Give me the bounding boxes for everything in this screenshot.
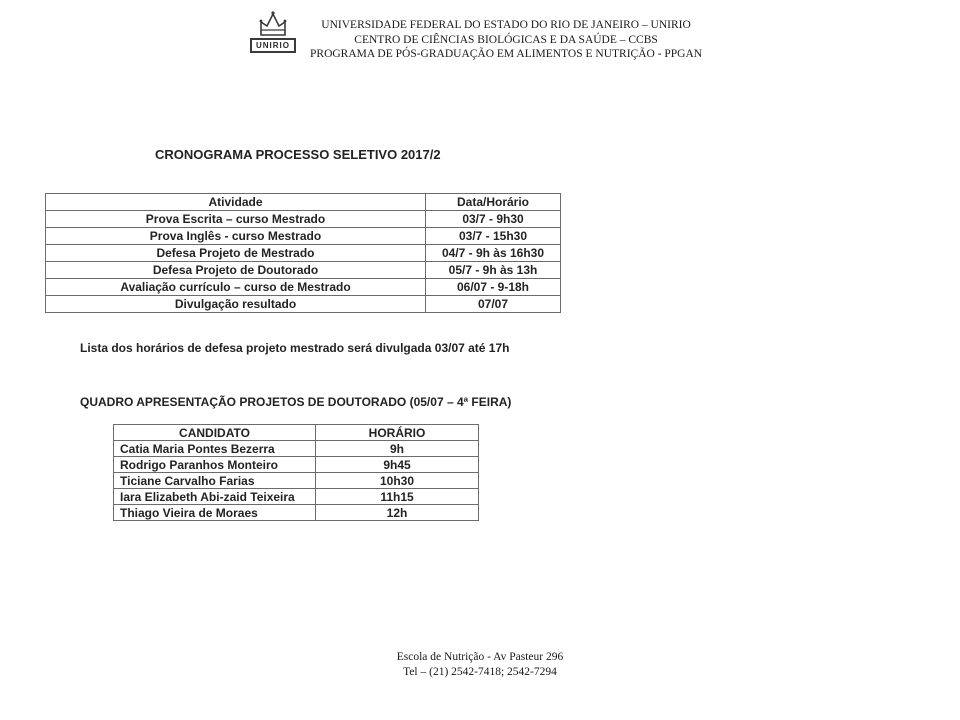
table-row	[114, 457, 479, 473]
table-row	[114, 505, 479, 521]
table-cell: Ticiane Carvalho Farias	[114, 473, 316, 489]
crown-icon	[253, 10, 293, 37]
table-header-row	[114, 425, 479, 441]
table-cell: Defesa Projeto de Mestrado	[46, 245, 426, 262]
column-header-candidato: CANDIDATO	[114, 425, 316, 441]
table-cell: Iara Elizabeth Abi-zaid Teixeira	[114, 489, 316, 505]
column-header-horario: HORÁRIO	[316, 425, 479, 441]
institution-line-center: CENTRO DE CIÊNCIAS BIOLÓGICAS E DA SAÚDE – CCBS	[354, 33, 658, 46]
table-row	[46, 262, 561, 279]
table-row	[114, 489, 479, 505]
table-row	[46, 228, 561, 245]
table-cell: Divulgação resultado	[46, 296, 426, 313]
column-header-atividade: Atividade	[46, 194, 426, 211]
institution-header	[310, 10, 702, 62]
table-row	[114, 473, 479, 489]
table-cell: Thiago Vieira de Moraes	[114, 505, 316, 521]
table-row	[46, 245, 561, 262]
table-cell: 04/7 - 9h às 16h30	[426, 245, 561, 262]
candidates-table	[113, 424, 479, 521]
table-cell: Prova Inglês - curso Mestrado	[46, 228, 426, 245]
table-cell: 9h	[316, 441, 479, 457]
table-cell: Avaliação currículo – curso de Mestrado	[46, 279, 426, 296]
document-header	[246, 10, 702, 62]
table-cell: 11h15	[316, 489, 479, 505]
table-cell: 03/7 - 9h30	[426, 211, 561, 228]
table-row	[114, 441, 479, 457]
table-row	[46, 279, 561, 296]
table-cell: 07/07	[426, 296, 561, 313]
table-cell: 03/7 - 15h30	[426, 228, 561, 245]
table-cell: Catia Maria Pontes Bezerra	[114, 441, 316, 457]
schedule-table-body	[46, 211, 561, 313]
table-cell: Prova Escrita – curso Mestrado	[46, 211, 426, 228]
note-text: Lista dos horários de defesa projeto mestrado será divulgada 03/07 até 17h	[80, 341, 510, 355]
column-header-data-horario: Data/Horário	[426, 194, 561, 211]
section-subtitle: QUADRO APRESENTAÇÃO PROJETOS DE DOUTORADO (05/07 – 4ª FEIRA)	[80, 395, 512, 409]
institution-line-program: PROGRAMA DE PÓS-GRADUAÇÃO EM ALIMENTOS E NUTRIÇÃO - PPGAN	[310, 48, 703, 60]
unirio-logo-text: UNIRIO	[250, 38, 296, 53]
page-title: CRONOGRAMA PROCESSO SELETIVO 2017/2	[155, 147, 441, 162]
candidates-table-body	[114, 441, 479, 521]
table-cell: 05/7 - 9h às 13h	[426, 262, 561, 279]
schedule-table	[45, 193, 561, 313]
unirio-logo	[246, 10, 300, 53]
table-row	[46, 211, 561, 228]
table-cell: 9h45	[316, 457, 479, 473]
institution-line-university: UNIVERSIDADE FEDERAL DO ESTADO DO RIO DE JANEIRO – UNIRIO	[321, 19, 691, 31]
footer-address: Escola de Nutrição - Av Pasteur 296	[396, 651, 564, 663]
table-cell: Rodrigo Paranhos Monteiro	[114, 457, 316, 473]
document-footer	[0, 650, 960, 680]
footer-phone: Tel – (21) 2542-7418; 2542-7294	[403, 666, 557, 678]
table-cell: 06/07 - 9-18h	[426, 279, 561, 296]
table-cell: 10h30	[316, 473, 479, 489]
table-cell: 12h	[316, 505, 479, 521]
table-cell: Defesa Projeto de Doutorado	[46, 262, 426, 279]
table-header-row	[46, 194, 561, 211]
table-row	[46, 296, 561, 313]
